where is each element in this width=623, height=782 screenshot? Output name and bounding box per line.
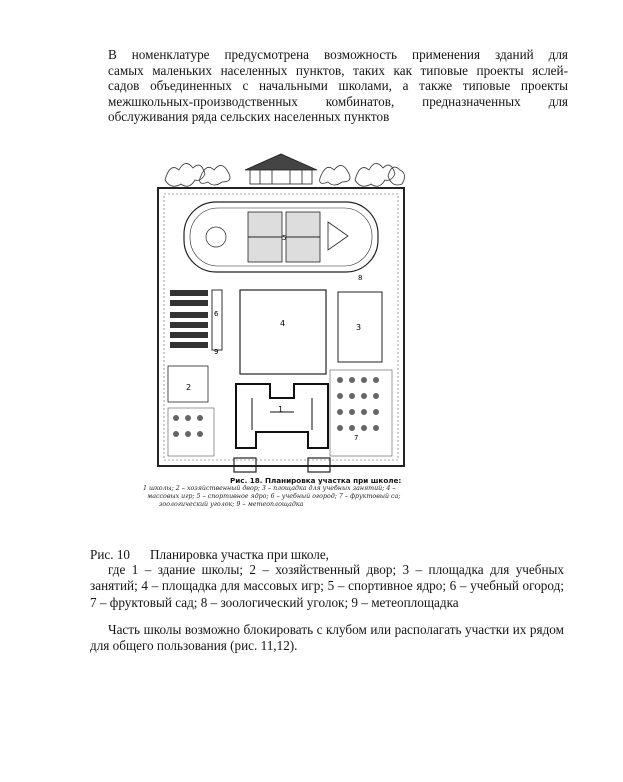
plan-label: 8 [358, 274, 363, 282]
closing-paragraph: Часть школы возможно блокировать с клубом или располагать участки их рядом для общего пользования (рис. 11,12). [90, 622, 564, 654]
plan-label: 3 [356, 323, 362, 332]
caption-number: Рис. 10 [90, 547, 131, 562]
intro-line: межшкольных-производственных комбинатов, предназначенных для [108, 93, 568, 109]
plan-label: 7 [354, 434, 359, 442]
site-plan-figure [150, 140, 412, 520]
intro-line: садов объединенных с начальными школами, а также типовые проекты [108, 78, 568, 94]
plan-label: 2 [186, 383, 192, 392]
plan-label: 5 [282, 234, 287, 242]
plan-label: 4 [280, 319, 286, 328]
figure-legend-line: зоологический уголок; 9 – метеоплощадка [159, 501, 304, 508]
plan-label: 6 [214, 310, 219, 318]
figure-legend-line: массовых игр; 5 – спортивное ядро; 6 – учебный огород; 7 – фруктовый са; [147, 493, 401, 500]
figure-title: Рис. 18. Планировка участка при школе: [230, 476, 402, 485]
intro-line: В номенклатуре предусмотрена возможность применения зданий для [108, 47, 568, 62]
caption-legend: где 1 – здание школы; 2 – хозяйственный двор; 3 – площадка для учебных занятий; 4 – площадка для массовых игр; 5 – спортивное ядро; 6 – учебный огород; 7 – фруктовый сад; 8 – зоологический уголок; 9 – метеоплощадка [90, 562, 564, 610]
mass-games-area [240, 290, 326, 374]
school-building-elevation [245, 154, 317, 184]
caption-heading [90, 547, 329, 563]
intro-line: обслуживания ряда сельских населенных пунктов [108, 109, 390, 125]
intro-paragraph [108, 47, 568, 125]
figure-legend [143, 485, 405, 509]
plan-label: 1 [278, 405, 284, 414]
plan-label: 9 [214, 348, 219, 356]
intro-line: самых маленьких населенных пунктов, таких как типовые проекты яслей- [108, 62, 568, 78]
caption-title: Планировка участка при школе, [150, 547, 329, 562]
figure-legend-line: 1 школы; 2 – хозяйственный двор; 3 – площадка для учебных занятий; 4 – [143, 485, 396, 492]
